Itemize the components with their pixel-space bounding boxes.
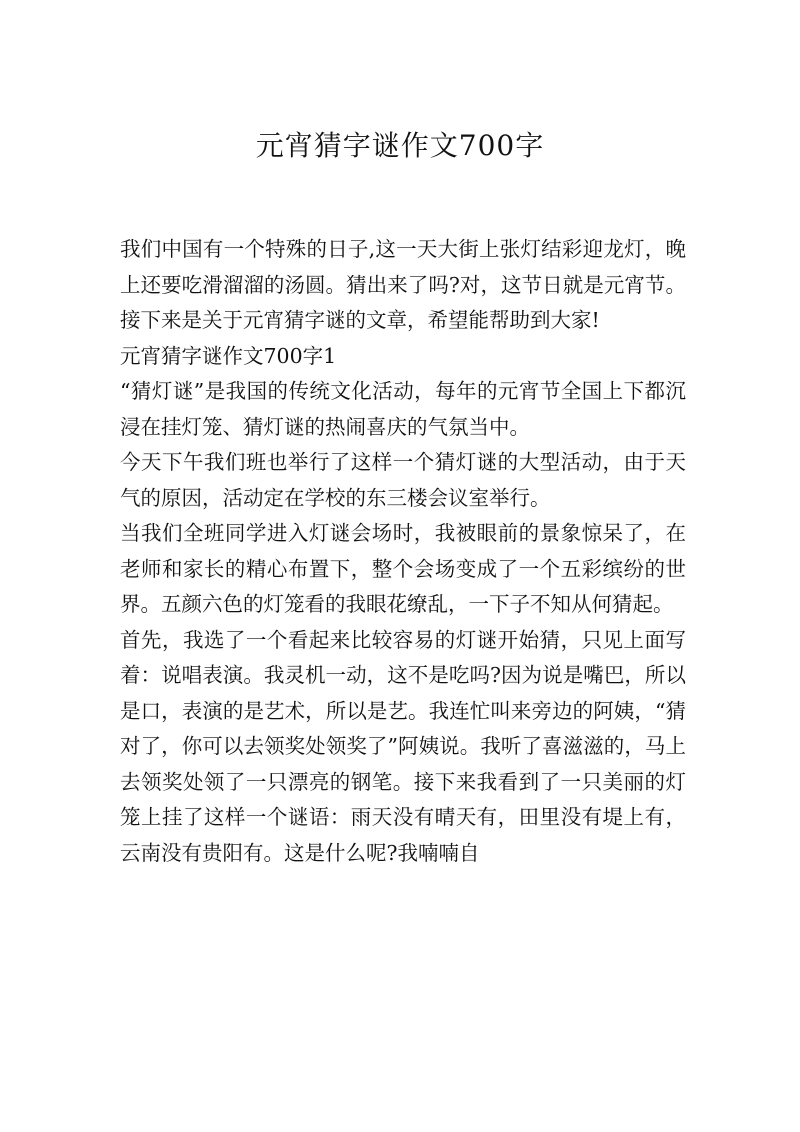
paragraph-intro: 我们中国有一个特殊的日子,这一天大街上张灯结彩迎龙灯，晚上还要吃滑溜溜的汤圆。猜出来了吗?对，这节日就是元宵节。接下来是关于元宵猜字谜的文章，希望能帮助到大家! [120,237,686,332]
paragraph-first-riddle: 首先，我选了一个看起来比较容易的灯谜开始猜，只见上面写着：说唱表演。我灵机一动，这不是吃吗?因为说是嘴巴，所以是口，表演的是艺术，所以是艺。我连忙叫来旁边的阿姨，“猜对了，你可以去领奖处领奖了”阿姨说。我听了喜滋滋的，马上去领奖处领了一只漂亮的钢笔。接下来我看到了一只美丽的灯笼上挂了这样一个谜语：雨天没有晴天有，田里没有堤上有，云南没有贵阳有。这是什么呢?我喃喃自 [120,627,686,865]
document-body [120,232,686,871]
document-title: 元宵猜字谜作文700字 [255,129,545,162]
paragraph-venue: 当我们全班同学进入灯谜会场时，我被眼前的景象惊呆了，在老师和家长的精心布置下，整个会场变成了一个五彩缤纷的世界。五颜六色的灯笼看的我眼花缭乱，一下子不知从何猜起。 [120,521,686,616]
paragraph-subheading: 元宵猜字谜作文700字1 [120,343,337,368]
paragraph-class-activity: 今天下午我们班也举行了这样一个猜灯谜的大型活动，由于天气的原因，活动定在学校的东三楼会议室举行。 [120,450,686,510]
paragraph-lantern-riddles: “猜灯谜”是我国的传统文化活动，每年的元宵节全国上下都沉浸在挂灯笼、猜灯谜的热闹喜庆的气氛当中。 [120,379,686,439]
